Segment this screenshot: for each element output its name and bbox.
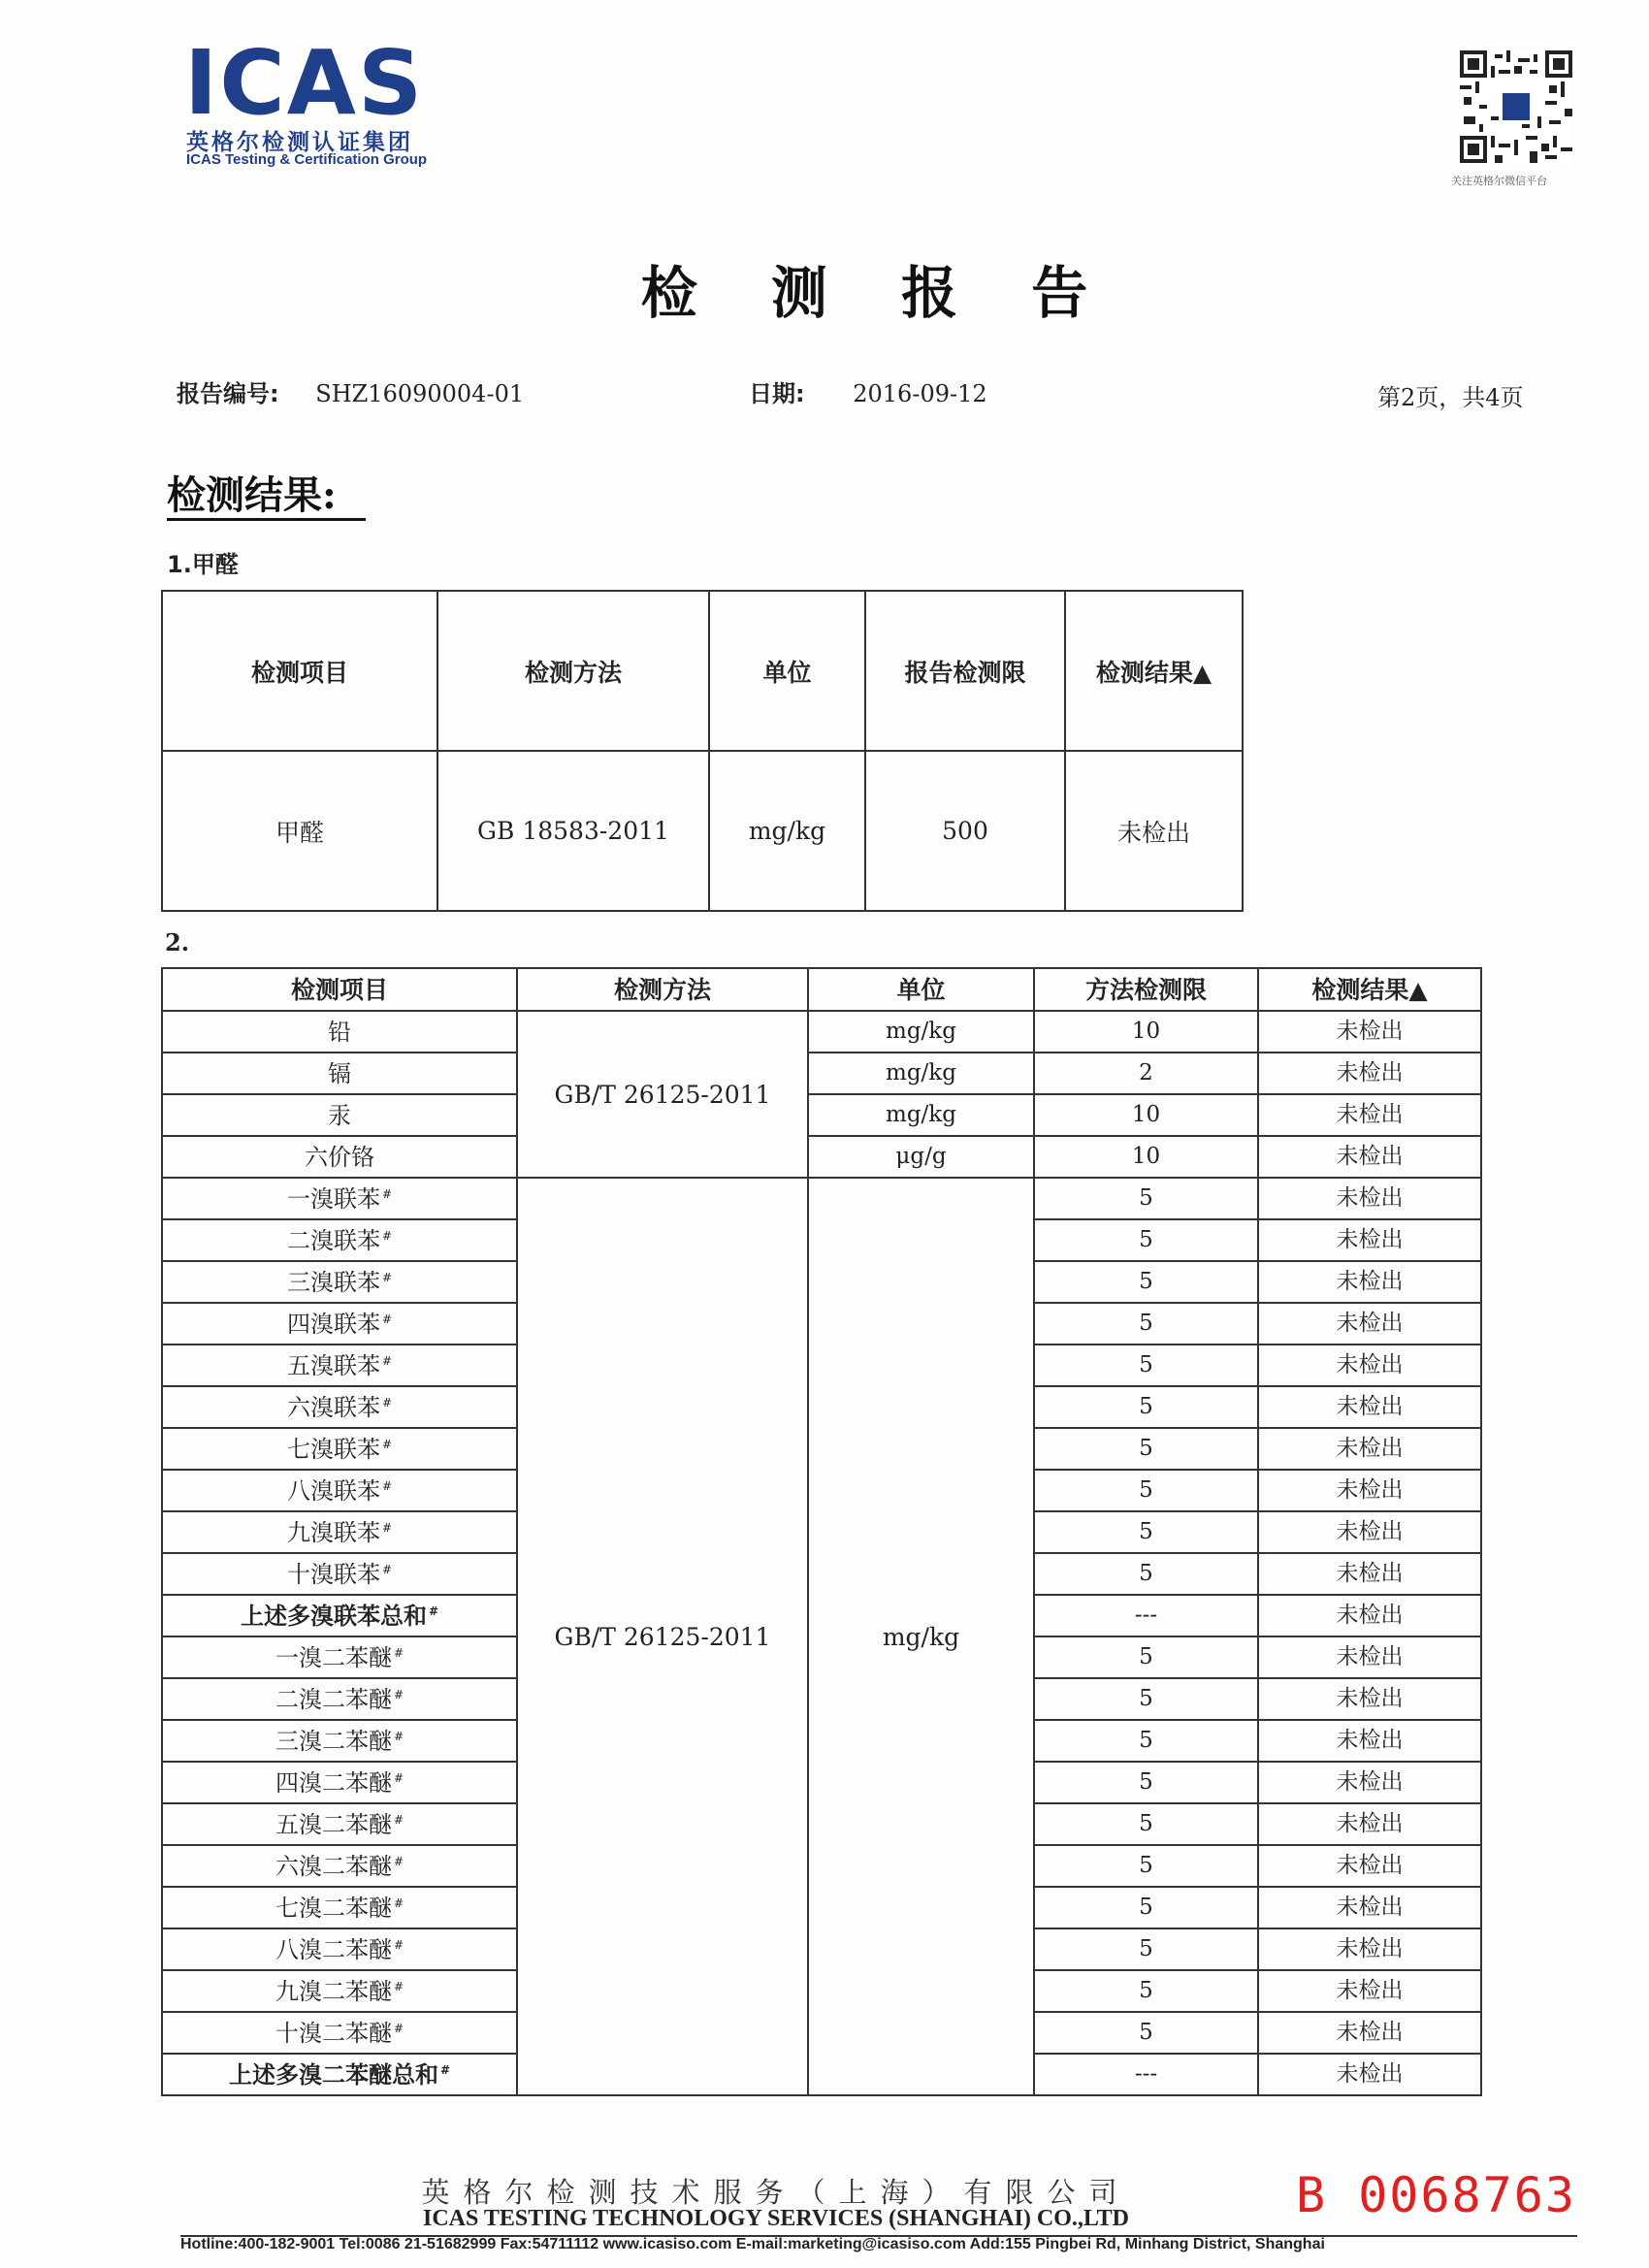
- date-value: 2016-09-12: [853, 380, 987, 407]
- cell-unit: mg/kg: [808, 1053, 1034, 1094]
- cell-limit: 5: [1034, 1803, 1258, 1845]
- footnote-mark: #: [381, 1437, 393, 1451]
- footnote-mark: #: [381, 1520, 393, 1535]
- cell-limit: 2: [1034, 1053, 1258, 1094]
- item-label: 五溴联苯: [286, 1351, 380, 1379]
- cell-item: [162, 2054, 517, 2095]
- cell-limit: 5: [1034, 1553, 1258, 1595]
- cell-limit: 5: [1034, 1261, 1258, 1303]
- footnote-mark: #: [393, 1937, 404, 1952]
- cell-method: GB/T 26125-2011: [517, 1178, 808, 2095]
- cell-limit: 10: [1034, 1094, 1258, 1136]
- cell-unit: μg/g: [808, 1136, 1034, 1178]
- cell-item: [162, 1720, 517, 1762]
- header-cell: 报告检测限: [865, 591, 1065, 751]
- cell-result: 未检出: [1258, 1511, 1481, 1553]
- item-label: 上述多溴二苯醚总和: [228, 2060, 438, 2089]
- cell-limit: 5: [1034, 1887, 1258, 1928]
- table1-caption: 1.甲醛: [167, 551, 239, 578]
- cell-result: 未检出: [1258, 1136, 1481, 1178]
- cell-result: 未检出: [1258, 1428, 1481, 1470]
- cell-item: [162, 2012, 517, 2054]
- cell-result: 未检出: [1065, 751, 1243, 911]
- cell-limit: 5: [1034, 1386, 1258, 1428]
- cell-result: 未检出: [1258, 1178, 1481, 1219]
- header-cell: 检测方法: [517, 968, 808, 1011]
- header-cell: 检测项目: [162, 968, 517, 1011]
- cell-limit: 5: [1034, 1428, 1258, 1470]
- cell-item: [162, 1136, 517, 1178]
- cell-limit: 5: [1034, 1345, 1258, 1386]
- cell-result: 未检出: [1258, 1803, 1481, 1845]
- table-header-row: [162, 591, 1243, 751]
- cell-result: 未检出: [1258, 1762, 1481, 1803]
- cell-result: 未检出: [1258, 1011, 1481, 1053]
- cell-limit: 10: [1034, 1136, 1258, 1178]
- report-date: [749, 374, 987, 408]
- header-cell: 方法检测限: [1034, 968, 1258, 1011]
- cell-item: [162, 1678, 517, 1720]
- cell-result: 未检出: [1258, 1553, 1481, 1595]
- item-label: 五溴二苯醚: [275, 1810, 392, 1838]
- cell-item: [162, 1595, 517, 1636]
- cell-result: 未检出: [1258, 1094, 1481, 1136]
- footer-contact: Hotline:400-182-9001 Tel:0086 21-51682999 Fax:54711112 www.icasiso.com E-mail:marketing@icasiso.com Add:155 Pingbei Rd, Minhang District, Shanghai: [180, 2236, 1325, 2252]
- header-cell: 检测项目: [162, 591, 437, 751]
- icas-logo: ICAS: [184, 31, 425, 135]
- footnote-mark: #: [393, 2021, 404, 2035]
- item-label: 镉: [328, 1059, 351, 1087]
- cell-result: 未检出: [1258, 1970, 1481, 2012]
- table-header-row: [162, 968, 1481, 1011]
- item-label: 七溴二苯醚: [275, 1894, 392, 1922]
- item-label: 四溴二苯醚: [275, 1768, 392, 1797]
- cell-result: 未检出: [1258, 1053, 1481, 1094]
- cell-limit: 500: [865, 751, 1065, 911]
- cell-result: 未检出: [1258, 1678, 1481, 1720]
- cell-item: [162, 1094, 517, 1136]
- item-label: 九溴二苯醚: [275, 1977, 392, 2005]
- footnote-mark: #: [381, 1562, 393, 1576]
- footnote-mark: #: [381, 1186, 393, 1201]
- cell-limit: 5: [1034, 1845, 1258, 1887]
- qr-code-icon: [1460, 50, 1572, 163]
- cell-item: [162, 1345, 517, 1386]
- footnote-mark: #: [393, 1895, 404, 1910]
- item-label: 十溴联苯: [286, 1560, 380, 1588]
- cell-result: 未检出: [1258, 1720, 1481, 1762]
- item-label: 二溴联苯: [286, 1226, 380, 1254]
- cell-limit: 5: [1034, 1762, 1258, 1803]
- cell-result: 未检出: [1258, 1345, 1481, 1386]
- table-row: [162, 1178, 1481, 1219]
- cell-result: 未检出: [1258, 1887, 1481, 1928]
- table-row: [162, 1011, 1481, 1053]
- cell-item: [162, 1303, 517, 1345]
- cell-method: GB/T 26125-2011: [517, 1011, 808, 1178]
- cell-item: [162, 1219, 517, 1261]
- footnote-mark: #: [381, 1228, 393, 1243]
- item-label: 上述多溴联苯总和: [240, 1602, 427, 1630]
- cell-result: 未检出: [1258, 1928, 1481, 1970]
- cell-limit: 5: [1034, 1678, 1258, 1720]
- item-label: 六溴二苯醚: [275, 1852, 392, 1880]
- cell-method: GB 18583-2011: [437, 751, 709, 911]
- hazardous-substances-table: [161, 967, 1482, 2096]
- cell-item: [162, 1553, 517, 1595]
- cell-limit: 5: [1034, 2012, 1258, 2054]
- item-label: 二溴二苯醚: [275, 1685, 392, 1713]
- cell-item: [162, 1928, 517, 1970]
- item-label: 九溴联苯: [286, 1518, 380, 1546]
- cell-result: 未检出: [1258, 1219, 1481, 1261]
- cell-limit: 5: [1034, 1178, 1258, 1219]
- cell-item: [162, 1762, 517, 1803]
- company-name-cn: 英格尔检测技术服务（上海）有限公司: [421, 2176, 1131, 2209]
- cell-result: 未检出: [1258, 1470, 1481, 1511]
- cell-limit: 5: [1034, 1470, 1258, 1511]
- header-cell: 检测结果▲: [1258, 968, 1481, 1011]
- cell-item: [162, 1178, 517, 1219]
- footnote-mark: #: [393, 1729, 404, 1743]
- item-label: 八溴二苯醚: [275, 1935, 392, 1963]
- cell-unit: mg/kg: [808, 1178, 1034, 2095]
- cell-item: [162, 1053, 517, 1094]
- table-row: [162, 1053, 1481, 1094]
- cell-item: [162, 1636, 517, 1678]
- cell-result: 未检出: [1258, 2012, 1481, 2054]
- cell-limit: ---: [1034, 2054, 1258, 2095]
- footnote-mark: #: [393, 1645, 404, 1660]
- item-label: 八溴联苯: [286, 1476, 380, 1505]
- item-label: 汞: [328, 1101, 351, 1129]
- footnote-mark: #: [393, 1687, 404, 1701]
- qr-caption: 关注英格尔微信平台: [1451, 175, 1547, 187]
- cell-result: 未检出: [1258, 1386, 1481, 1428]
- cell-limit: 10: [1034, 1011, 1258, 1053]
- cell-unit: mg/kg: [808, 1011, 1034, 1053]
- header-cell: 检测方法: [437, 591, 709, 751]
- serial-number: B 0068763: [1296, 2167, 1576, 2223]
- cell-result: 未检出: [1258, 1261, 1481, 1303]
- cell-result: 未检出: [1258, 1303, 1481, 1345]
- report-number-label: 报告编号:: [177, 380, 279, 407]
- report-number: [177, 374, 524, 408]
- cell-result: 未检出: [1258, 1595, 1481, 1636]
- cell-limit: 5: [1034, 1511, 1258, 1553]
- cell-limit: 5: [1034, 1303, 1258, 1345]
- cell-result: 未检出: [1258, 1636, 1481, 1678]
- header-cell: 单位: [808, 968, 1034, 1011]
- footnote-mark: #: [439, 2062, 451, 2077]
- cell-limit: 5: [1034, 1970, 1258, 2012]
- cell-item: [162, 1970, 517, 2012]
- footnote-mark: #: [393, 1979, 404, 1993]
- company-name-en: ICAS TESTING TECHNOLOGY SERVICES (SHANGHAI) CO.,LTD: [422, 2206, 1129, 2231]
- report-number-value: SHZ16090004-01: [315, 380, 525, 407]
- cell-unit: mg/kg: [808, 1094, 1034, 1136]
- cell-limit: 5: [1034, 1219, 1258, 1261]
- item-label: 三溴二苯醚: [275, 1727, 392, 1755]
- table2-caption: 2.: [165, 928, 190, 956]
- cell-item: [162, 1470, 517, 1511]
- cell-item: [162, 1887, 517, 1928]
- footnote-mark: #: [381, 1270, 393, 1284]
- footnote-mark: #: [381, 1353, 393, 1368]
- footnote-mark: #: [393, 1770, 404, 1785]
- item-label: 六价铬: [305, 1143, 374, 1171]
- header-cell: 单位: [709, 591, 865, 751]
- item-label: 一溴联苯: [286, 1184, 380, 1213]
- cell-item: [162, 1803, 517, 1845]
- footnote-mark: #: [393, 1812, 404, 1827]
- cell-result: 未检出: [1258, 2054, 1481, 2095]
- table-row: [162, 1094, 1481, 1136]
- page-info: 第2页，共4页: [1377, 384, 1524, 411]
- cell-unit: mg/kg: [709, 751, 865, 911]
- cell-limit: 5: [1034, 1720, 1258, 1762]
- footnote-mark: #: [428, 1604, 439, 1618]
- cell-item: [162, 1386, 517, 1428]
- cell-limit: 5: [1034, 1636, 1258, 1678]
- cell-limit: 5: [1034, 1928, 1258, 1970]
- item-label: 六溴联苯: [286, 1393, 380, 1421]
- table-row: [162, 1136, 1481, 1178]
- footnote-mark: #: [381, 1395, 393, 1409]
- logo-english-name: ICAS Testing & Certification Group: [186, 151, 428, 168]
- date-label: 日期:: [749, 380, 805, 407]
- footnote-mark: #: [381, 1478, 393, 1493]
- cell-result: 未检出: [1258, 1845, 1481, 1887]
- table-row: [162, 751, 1243, 911]
- item-label: 三溴联苯: [286, 1268, 380, 1296]
- cell-item: [162, 1511, 517, 1553]
- header-cell: 检测结果▲: [1065, 591, 1243, 751]
- item-label: 十溴二苯醚: [275, 2019, 392, 2047]
- item-label: 七溴联苯: [286, 1435, 380, 1463]
- formaldehyde-table: [161, 590, 1244, 912]
- footnote-mark: #: [381, 1312, 393, 1326]
- item-label: 铅: [328, 1018, 351, 1046]
- cell-item: [162, 1261, 517, 1303]
- item-label: 一溴二苯醚: [275, 1643, 392, 1671]
- page-title: 检 测 报 告: [640, 260, 1116, 326]
- cell-limit: ---: [1034, 1595, 1258, 1636]
- cell-item: [162, 1428, 517, 1470]
- footnote-mark: #: [393, 1854, 404, 1868]
- cell-item: [162, 1011, 517, 1053]
- logo-chinese-name: 英格尔检测认证集团: [186, 130, 413, 155]
- item-label: 四溴联苯: [286, 1310, 380, 1338]
- cell-item: 甲醛: [162, 751, 437, 911]
- section-title: 检测结果:: [167, 473, 366, 521]
- cell-item: [162, 1845, 517, 1887]
